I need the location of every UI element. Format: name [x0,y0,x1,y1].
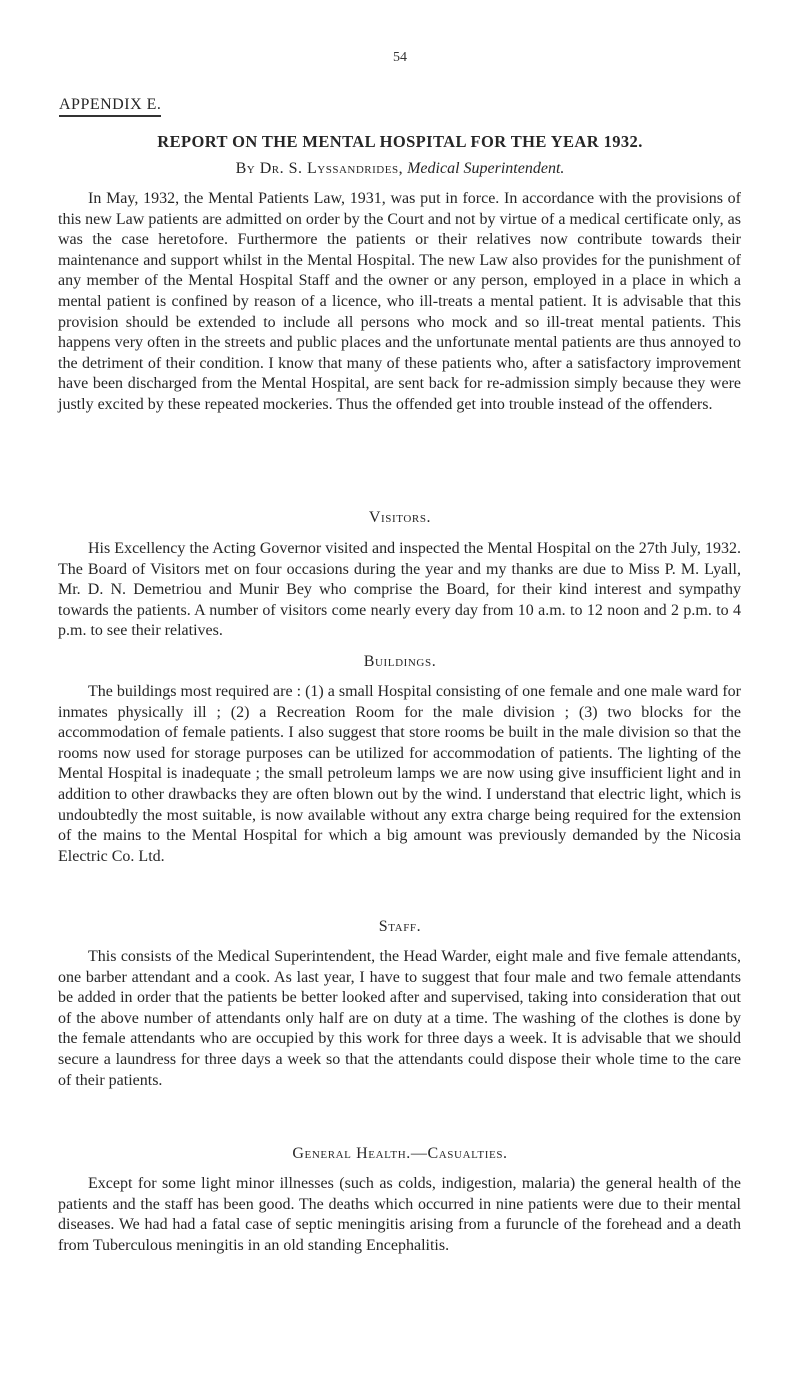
visitors-section [58,539,741,642]
staff-section [58,947,741,1091]
intro-paragraph: In May, 1932, the Mental Patients Law, 1931, was put in force. In accordance with the provisions of this new Law patients are admitted on order by the Court and not by virtue of a medical certificate only, as was the case heretofore. Furthermore the patients or their relatives now contribute towards their maintenance and support whilst in the Mental Hospital. The new Law also provides for the punishment of any member of the Mental Hospital Staff and the owner or any person, employed in a place in which a mental patient is confined by reason of a licence, who ill-treats a mental patient. It is advisable that this provision should be extended to include all persons who mock and so ill-treat mental patients. This happens very often in the streets and public places and the unfortunate mental patients are thus annoyed to the detriment of their condition. I know that many of these patients who, after a satisfactory improvement have been discharged from the Mental Hospital, are sent back for re-admission simply because they were justly excited by these repeated mockeries. Thus the offended get into trouble instead of the offenders. [58,190,741,413]
general-health-section [58,1174,741,1256]
page-number: 54 [393,50,407,65]
visitors-heading: Visitors. [368,509,432,526]
byline-author: By Dr. S. Lyssandrides, [235,160,404,177]
visitors-paragraph: His Excellency the Acting Governor visited and inspected the Mental Hospital on the 27th July, 1932. The Board of Visitors met on four occasions during the year and my thanks are due to Miss P. M. Lyall, Mr. D. N. Demetriou and Munir Bey who comprise the Board, for their kind interest and sympathy towards the patients. A number of visitors come nearly every day from 10 a.m. to 12 noon and 2 p.m. to 4 p.m. to see their relatives. [58,540,741,640]
buildings-paragraph: The buildings most required are : (1) a small Hospital consisting of one female and one male ward for inmates physically ill ; (2) a Recreation Room for the male division ; (3) two blocks for the accommodation of female patients. I also suggest that store rooms be built in the male division so that the rooms now used for storage purposes can be utilized for accommodation of patients. The lighting of the Mental Hospital is inadequate ; the small petroleum lamps we are now using give insufficient light and in addition to other drawbacks they are often blown out by the wind. I understand that electric light, which is undoubtedly the most suitable, is now available without any extra charge being required for the extension of the mains to the Mental Hospital for which a big amount was previously demanded by the Nicosia Electric Co. Ltd. [58,683,741,865]
byline [0,160,800,178]
report-title: REPORT ON THE MENTAL HOSPITAL FOR THE YEAR 1932. [157,132,643,151]
intro-section [58,189,741,416]
byline-role: Medical Superintendent. [407,160,565,177]
staff-paragraph: This consists of the Medical Superintendent, the Head Warder, eight male and five female attendants, one barber attendant and a cook. As last year, I have to suggest that four male and two female attendants be added in order that the patients be better looked after and supervised, taking into consideration that out of the above number of attendants only half are on duty at a time. The washing of the clothes is done by the female attendants who are occupied by this work for three days a week. It is advisable that we should secure a laundress for three days a week so that the attendants could dispose their whole time to the care of their patients. [58,948,741,1089]
buildings-heading: Buildings. [363,653,437,670]
staff-heading: Staff. [378,918,422,935]
buildings-section [58,682,741,867]
general-health-paragraph: Except for some light minor illnesses (such as colds, indigestion, malaria) the general health of the patients and the staff has been good. The deaths which occurred in nine patients were due to their mental diseases. We had had a fatal case of septic meningitis arising from a furuncle of the forehead and a death from Tuberculous meningitis in an old standing Encephalitis. [58,1175,741,1254]
appendix-label: APPENDIX E. [59,96,161,117]
general-health-heading: General Health.—Casualties. [292,1145,508,1162]
